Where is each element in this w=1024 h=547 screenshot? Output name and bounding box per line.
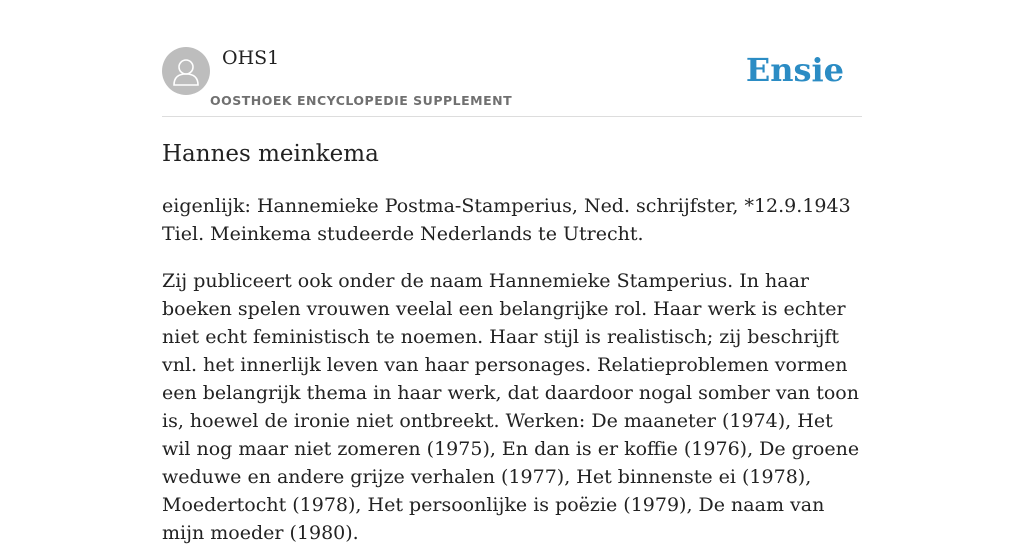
source-label[interactable]: OOSTHOEK ENCYCLOPEDIE SUPPLEMENT <box>210 93 513 108</box>
brand-logo[interactable]: Ensie <box>745 51 844 89</box>
avatar[interactable] <box>162 47 210 95</box>
article-paragraph: eigenlijk: Hannemieke Postma-Stamperius, Ned. schrijfster, *12.9.1943 Tiel. Meinkema studeerde Nederlands te Utrecht. <box>162 195 851 245</box>
user-icon <box>162 47 210 95</box>
author-name[interactable]: OHS1 <box>222 47 280 69</box>
article-paragraph: Zij publiceert ook onder de naam Hannemieke Stamperius. In haar boeken spelen vrouwen veelal een belangrijke rol. Haar werk is echter niet echt feministisch te noemen. Haar stijl is realistisch; zij beschrijft vnl. het innerlijk leven van haar personages. Relatieproblemen vormen een belangrijk thema in haar werk, dat daardoor nogal somber van toon is, hoewel de ironie niet ontbreekt. Werken: De maaneter (1974), Het wil nog maar niet zomeren (1975), En dan is er koffie (1976), De groene weduwe en andere grijze verhalen (1977), Het binnenste ei (1978), Moedertocht (1978), Het persoonlijke is poëzie (1979), De naam van mijn moeder (1980). <box>162 270 860 544</box>
header <box>162 46 862 117</box>
article-title: Hannes meinkema <box>162 141 379 167</box>
